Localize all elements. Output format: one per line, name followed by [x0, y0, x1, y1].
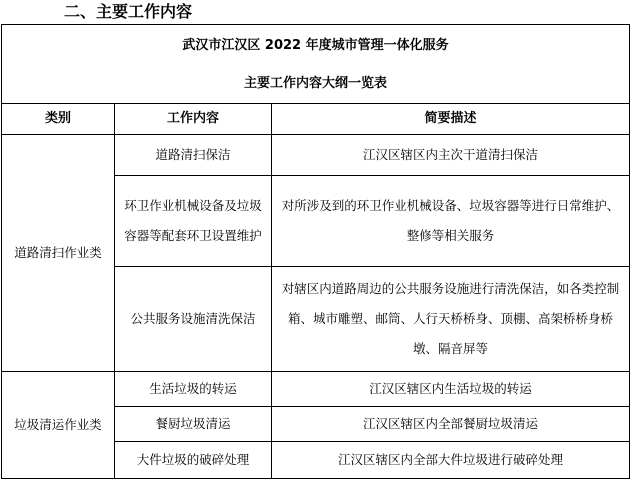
work-description: 对所涉及到的环卫作业机械设备、垃圾容器等进行日常维护、整修等相关服务: [272, 176, 630, 267]
table-header-row: [2, 104, 630, 135]
work-item: 餐厨垃圾清运: [115, 407, 272, 442]
work-item: 大件垃圾的破碎处理: [115, 442, 272, 479]
work-content-outline-table: [1, 24, 630, 479]
table-title-line-2: 主要工作内容大纲一览表: [243, 76, 387, 91]
work-description: 对辖区内道路周边的公共服务设施进行清洗保洁，如各类控制箱、城市雕塑、邮筒、人行天桥桥身、顶棚、高架桥桥身桥墩、隔音屏等: [272, 267, 630, 372]
category-garbage-transport: 垃圾清运作业类: [2, 372, 115, 479]
table-row: [2, 135, 630, 176]
header-work-content: 工作内容: [115, 104, 272, 135]
work-description: 江汉区辖区内全部餐厨垃圾清运: [272, 407, 630, 442]
category-road-cleaning: 道路清扫作业类: [2, 135, 115, 372]
work-description: 江汉区辖区内主次干道清扫保洁: [272, 135, 630, 176]
table-title: [2, 25, 630, 104]
section-heading: 二、主要工作内容: [64, 2, 193, 21]
table-row: [2, 372, 630, 407]
work-description: 江汉区辖区内全部大件垃圾进行破碎处理: [272, 442, 630, 479]
work-description: 江汉区辖区内生活垃圾的转运: [272, 372, 630, 407]
table-title-line-1: 武汉市江汉区 2022 年度城市管理一体化服务: [182, 38, 449, 53]
table-title-row: [2, 25, 630, 104]
header-description: 简要描述: [272, 104, 630, 135]
work-item: 公共服务设施清洗保洁: [115, 267, 272, 372]
work-item: 道路清扫保洁: [115, 135, 272, 176]
work-item: 环卫作业机械设备及垃圾容器等配套环卫设置维护: [115, 176, 272, 267]
header-category: 类别: [2, 104, 115, 135]
work-item: 生活垃圾的转运: [115, 372, 272, 407]
